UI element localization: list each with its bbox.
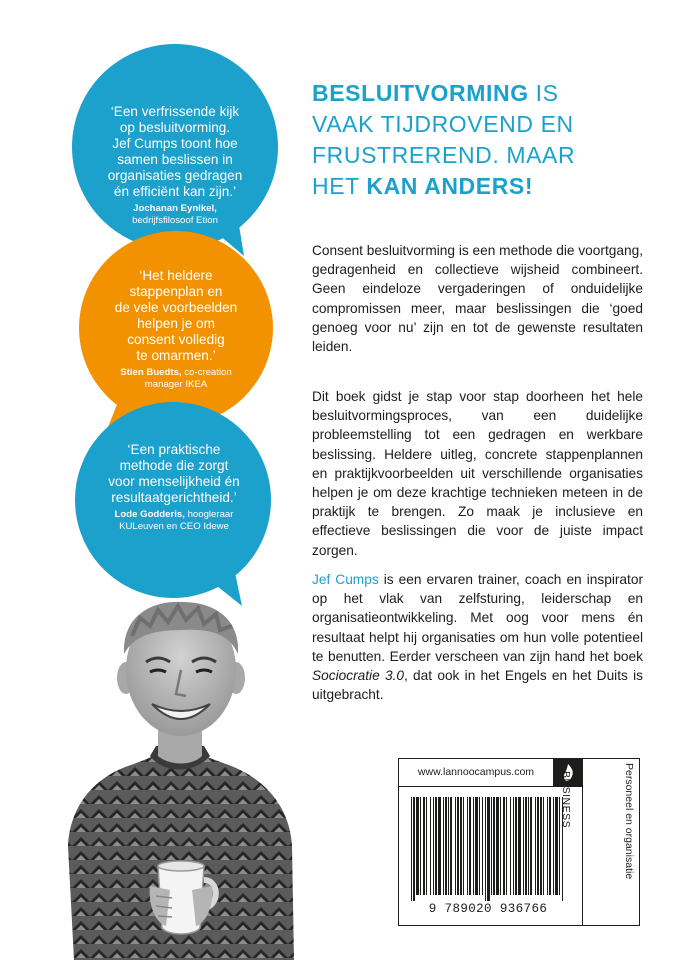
barcode-bar (503, 797, 505, 895)
headline-bold: BESLUITVORMING (312, 80, 529, 106)
barcode-bar (463, 797, 464, 895)
barcode-bar (500, 797, 501, 895)
quote-bubble-1 (62, 44, 288, 254)
barcode-bar (496, 797, 499, 895)
barcode-bar (543, 797, 544, 895)
barcode-bar (523, 797, 524, 895)
barcode-bar (448, 797, 449, 895)
barcode-bar (445, 797, 447, 895)
barcode-bar (540, 797, 542, 895)
headline-text: IS (528, 80, 559, 106)
barcode-bar (443, 797, 444, 895)
barcode-bar (518, 797, 521, 895)
quote-line: ‘Een verfrissende kijk (110, 104, 240, 119)
barcode-bar (413, 797, 415, 901)
quote-text-1 (74, 104, 276, 226)
barcode-bar (485, 797, 486, 901)
barcode-bar (479, 797, 480, 895)
quote-line: samen beslissen in (117, 152, 233, 167)
paragraph-text: Dit boek gidst je stap voor stap doorheen het hele besluitvormingsproces, van een duidelijke probleemstelling tot een gedragen en werkbare beslissing. Heldere uitleg, concrete stappenplannen en praktijkvoorbeelden uit verschillende organisaties helpen je om deze krachtige technieken meteen in de praktijk te brengen. Zo maak je inclusieve en effectieve beslissingen die voor de juiste impact zorgen. (312, 389, 643, 558)
barcode-bar (438, 797, 441, 895)
barcode-bar (537, 797, 539, 895)
author-role: bedrijfsfilosoof Etion (132, 214, 218, 226)
barcode-bar (493, 797, 495, 895)
headline-text: FRUSTREREND. MAAR (312, 142, 576, 168)
barcode-bar (455, 797, 456, 895)
barcode-bar (457, 797, 459, 895)
category-label: BUSINESS (560, 771, 572, 829)
book-title: Sociocratie 3.0 (312, 668, 404, 684)
barcode-bar (482, 797, 483, 895)
barcode-bar (460, 797, 462, 895)
barcode-bar (426, 797, 427, 895)
barcode-bar (420, 797, 421, 895)
author-name: Stien Buedts, (120, 367, 182, 378)
author-role: KULeuven en CEO Idewe (119, 520, 229, 532)
quote-text-3 (72, 442, 276, 532)
barcode-bar (528, 797, 529, 895)
barcode-bar (475, 797, 478, 895)
barcode-bar (506, 797, 507, 895)
quote-line: methode die zorgt (119, 458, 229, 473)
paragraph-text: is een ervaren trainer, coach en inspirator op het vlak van zelfsturing, leiderschap en organisatieontwikkeling. Met oog voor mens én resultaat helpt hij organisaties om hun volle potentieel te benutten. Eerder verscheen van zijn hand het boek (312, 572, 644, 664)
quote-line: stappenplan en (129, 284, 223, 299)
quote-bubble-2 (66, 232, 286, 432)
barcode-bar (530, 797, 532, 895)
paragraph-text: , dat ook in het Engels en het Duits is uitgebracht. (312, 668, 643, 703)
barcode-bar (469, 797, 471, 895)
quote-line: resultaatgerichtheid.’ (111, 490, 237, 505)
quote-bubble-3 (62, 410, 284, 610)
quote-line: helpen je om (137, 316, 215, 331)
author-bio (312, 570, 643, 704)
publisher-url[interactable]: www.lannoocampus.com (399, 759, 554, 787)
author-name-highlight: Jef Cumps (312, 572, 379, 587)
body-paragraph-1 (312, 241, 643, 356)
barcode-bar (423, 797, 425, 895)
divider (582, 759, 583, 925)
quote-line: organisaties gedragen (107, 168, 243, 183)
author-photo (54, 596, 304, 960)
barcode-bar (535, 797, 536, 895)
quote-line: voor menselijkheid én (108, 474, 240, 489)
barcode-bar (553, 797, 554, 895)
quote-author-2 (74, 367, 278, 390)
quote-text-2 (74, 268, 278, 390)
headline-bold: KAN ANDERS! (366, 173, 534, 199)
quote-line: Jef Cumps toont hoe (112, 136, 238, 151)
barcode-bar (411, 797, 412, 901)
barcode-bar (430, 797, 431, 895)
author-role: manager IKEA (144, 378, 208, 390)
barcode-bar (547, 797, 548, 895)
barcode-bar (435, 797, 437, 895)
barcode-bar (510, 797, 511, 895)
headline-text: VAAK TIJDROVEND EN (312, 111, 574, 137)
quote-line: ‘Het heldere (139, 268, 213, 283)
quote-author-3 (72, 509, 276, 532)
isbn-number: 9 789020 936766 (428, 902, 548, 916)
headline-text: HET (312, 173, 367, 199)
barcode (409, 797, 567, 901)
barcode-bar (525, 797, 527, 895)
barcode-bar (473, 797, 474, 895)
barcode-panel (398, 758, 640, 926)
paragraph-text: Consent besluitvorming is een methode die voortgang, gedragenheid en collectieve wijsheid combineert. Geen eindeloze vergaderingen of onduidelijke compromissen meer, maar beslissingen die ‘goed genoeg voor nu’ zijn en tot de gewenste resultaten leiden. (312, 243, 643, 355)
author-role: hoogleraar (187, 509, 234, 520)
quote-line: consent volledig (127, 332, 225, 347)
author-name: Lode Godderis, (114, 509, 185, 520)
quote-line: ‘Een praktische (127, 442, 221, 457)
barcode-bar (515, 797, 517, 895)
barcode-bar (433, 797, 434, 895)
barcode-bar (513, 797, 514, 895)
author-name: Jochanan Eynikel, (133, 203, 217, 214)
barcode-bar (491, 797, 492, 895)
barcode-bar (555, 797, 558, 895)
genre-label: Personeel en organisatie (623, 763, 635, 880)
quote-line: te omarmen.’ (136, 348, 216, 363)
barcode-bar (450, 797, 452, 895)
quote-author-1 (74, 203, 276, 226)
headline (312, 78, 652, 202)
body-paragraph-2 (312, 387, 643, 560)
barcode-bar (549, 797, 551, 895)
quote-line: én efficiënt kan zijn.’ (113, 184, 237, 199)
barcode-bar (487, 797, 490, 901)
author-role: co-creation (184, 367, 232, 378)
quote-line: de vele voorbeelden (114, 300, 238, 315)
barcode-bar (416, 797, 419, 895)
barcode-bar (467, 797, 468, 895)
quote-line: op besluitvorming. (119, 120, 231, 135)
